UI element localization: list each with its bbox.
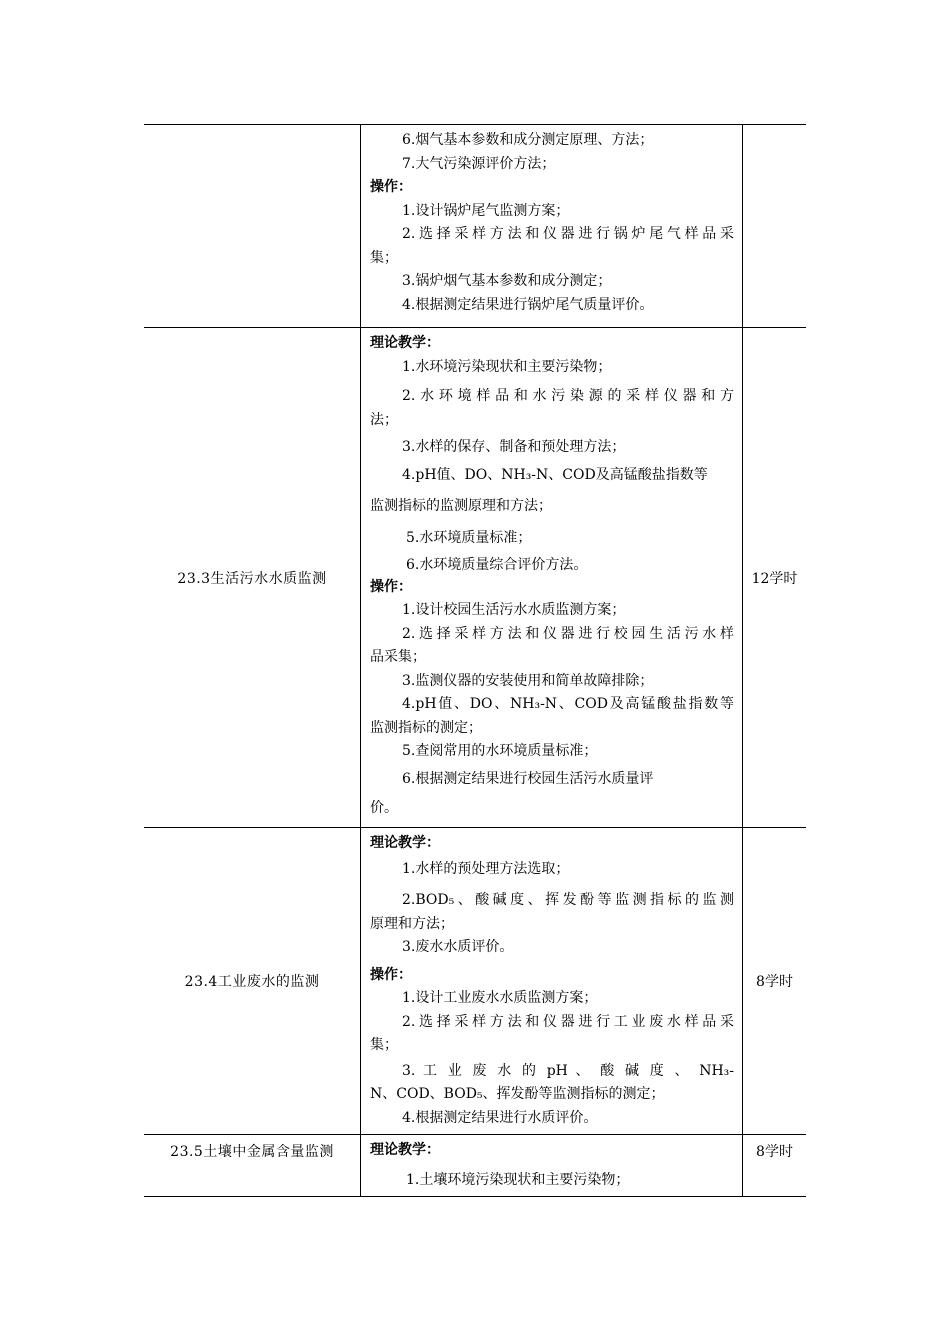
content-line: 6.水环境质量综合评价方法。 <box>406 557 588 573</box>
content-line: 原理和方法； <box>370 915 454 932</box>
content-line: 集； <box>370 1037 398 1053</box>
content-line: 1.水环境污染现状和主要污染物； <box>402 358 612 375</box>
topic-cell: 23.3生活污水水质监测 <box>144 328 361 827</box>
topic-cell <box>144 125 361 327</box>
content-line: 4.根据测定结果进行水质评价。 <box>402 1109 598 1126</box>
content-cell <box>361 328 743 827</box>
content-line: 6.根据测定结果进行校园生活污水质量评 <box>402 770 654 787</box>
content-line: 1.设计工业废水水质监测方案； <box>402 990 598 1006</box>
content-line: 监测指标的测定； <box>370 719 482 736</box>
table-row <box>144 827 806 1134</box>
hours-cell <box>743 125 806 327</box>
content-line: 监测指标的监测原理和方法； <box>370 498 552 514</box>
content-line: 1.设计锅炉尾气监测方案； <box>402 202 570 219</box>
table-row <box>144 124 806 327</box>
content-line: 2.选择采样方法和仪器进行工业废水样品采 <box>402 1013 734 1030</box>
content-line: 4.pH值、DO、NH₃-N、COD及高锰酸盐指数等 <box>402 696 734 712</box>
content-line: 2.水环境样品和水污染源的采样仪器和方 <box>402 388 734 404</box>
table-row <box>144 1134 806 1197</box>
content-line: 7.大气污染源评价方法； <box>402 155 556 172</box>
content-line: 操作： <box>370 966 412 983</box>
topic-cell: 23.5土壤中金属含量监测 <box>144 1135 361 1196</box>
content-line: 3.水样的保存、制备和预处理方法； <box>402 439 626 455</box>
content-line: 4.pH值、DO、NH₃-N、COD及高锰酸盐指数等 <box>402 466 708 483</box>
content-line: 1.土壤环境污染现状和主要污染物； <box>406 1171 630 1188</box>
content-line: 1.设计校园生活污水水质监测方案； <box>402 602 626 618</box>
content-line: 5.水环境质量标准； <box>406 529 532 546</box>
content-line: 理论教学： <box>370 1142 440 1158</box>
content-line: 2.选择采样方法和仪器进行锅炉尾气样品采 <box>402 226 734 242</box>
content-line: 6.烟气基本参数和成分测定原理、方法； <box>402 132 654 148</box>
content-cell <box>361 125 743 327</box>
hours-cell: 8学时 <box>756 1144 793 1160</box>
content-cell <box>361 1135 743 1196</box>
content-line: 3.锅炉烟气基本参数和成分测定； <box>402 273 612 289</box>
content-line: 操作： <box>370 179 412 195</box>
hours-cell: 12学时 <box>751 570 798 587</box>
content-line: 2.BOD₅、酸碱度、挥发酚等监测指标的监测 <box>402 892 734 908</box>
content-cell <box>361 828 743 1134</box>
table-row <box>144 327 806 827</box>
content-line: 1.水样的预处理方法选取； <box>402 860 570 877</box>
content-line: 价。 <box>370 800 398 816</box>
content-line: N、COD、BOD₅、挥发酚等监测指标的测定； <box>370 1086 665 1102</box>
content-line: 集； <box>370 249 398 266</box>
content-line: 理论教学： <box>370 335 440 351</box>
topic-cell: 23.4工业废水的监测 <box>144 828 361 1134</box>
content-line: 理论教学： <box>370 835 440 851</box>
content-line: 法； <box>370 411 398 428</box>
content-line: 3.监测仪器的安装使用和简单故障排除； <box>402 672 654 689</box>
syllabus-table <box>144 124 806 1197</box>
content-line: 4.根据测定结果进行锅炉尾气质量评价。 <box>402 296 654 313</box>
hours-cell: 8学时 <box>756 974 793 990</box>
content-line: 3.废水水质评价。 <box>402 939 514 955</box>
content-line: 操作： <box>370 578 412 595</box>
content-line: 品采集； <box>370 649 426 665</box>
content-line: 3. 工 业 废 水 的 pH 、 酸 碱 度 、 NH₃- <box>402 1062 734 1079</box>
content-line: 5.查阅常用的水环境质量标准； <box>402 743 598 759</box>
content-line: 2.选择采样方法和仪器进行校园生活污水样 <box>402 625 734 642</box>
